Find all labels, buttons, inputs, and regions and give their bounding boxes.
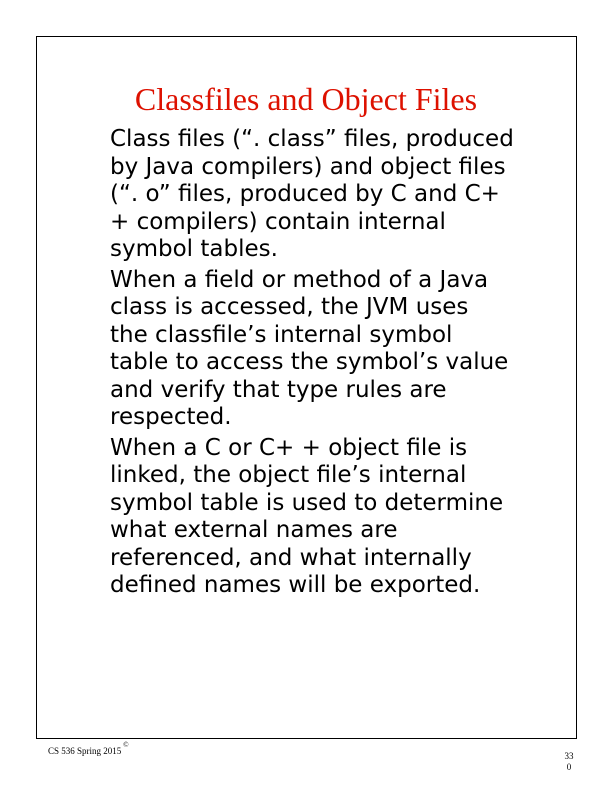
paragraph-class-files (110, 126, 550, 264)
body-line: table to access the symbol’s value (110, 349, 509, 375)
body-line: referenced, and what internally (110, 544, 472, 571)
body-line: defined names will be exported. (110, 572, 481, 598)
body-line: the classfile’s internal symbol (110, 321, 453, 348)
paragraph-object-linking (110, 435, 550, 600)
body-line: symbol tables. (110, 236, 278, 262)
body-line: symbol table is used to determine (110, 489, 504, 516)
body-line: and verify that type rules are (110, 376, 447, 403)
page-number (560, 751, 578, 773)
body-line: (“. o” files, produced by C and C+ (110, 181, 500, 207)
body-line: class is accessed, the JVM uses (110, 294, 469, 320)
paragraph-jvm-access (110, 267, 550, 432)
slide-body (110, 126, 550, 603)
footer-course-label: CS 536 Spring 2015 (48, 746, 122, 756)
body-line: what external names are (110, 517, 398, 543)
body-line: by Java compilers) and object files (110, 153, 506, 180)
body-line: linked, the object file’s internal (110, 462, 467, 488)
footer-course (48, 741, 129, 756)
body-line: respected. (110, 404, 232, 430)
body-line: When a C or C+ + object file is (110, 434, 468, 461)
slide-title: Classfiles and Object Files (134, 81, 478, 117)
body-line: + compilers) contain internal (110, 208, 446, 235)
body-line: When a field or method of a Java (110, 266, 489, 293)
copyright-symbol: © (123, 741, 129, 749)
page-number-bottom: 0 (566, 762, 572, 772)
page-number-top: 33 (564, 751, 574, 761)
body-line: Class files (“. class” files, produced (110, 126, 514, 152)
